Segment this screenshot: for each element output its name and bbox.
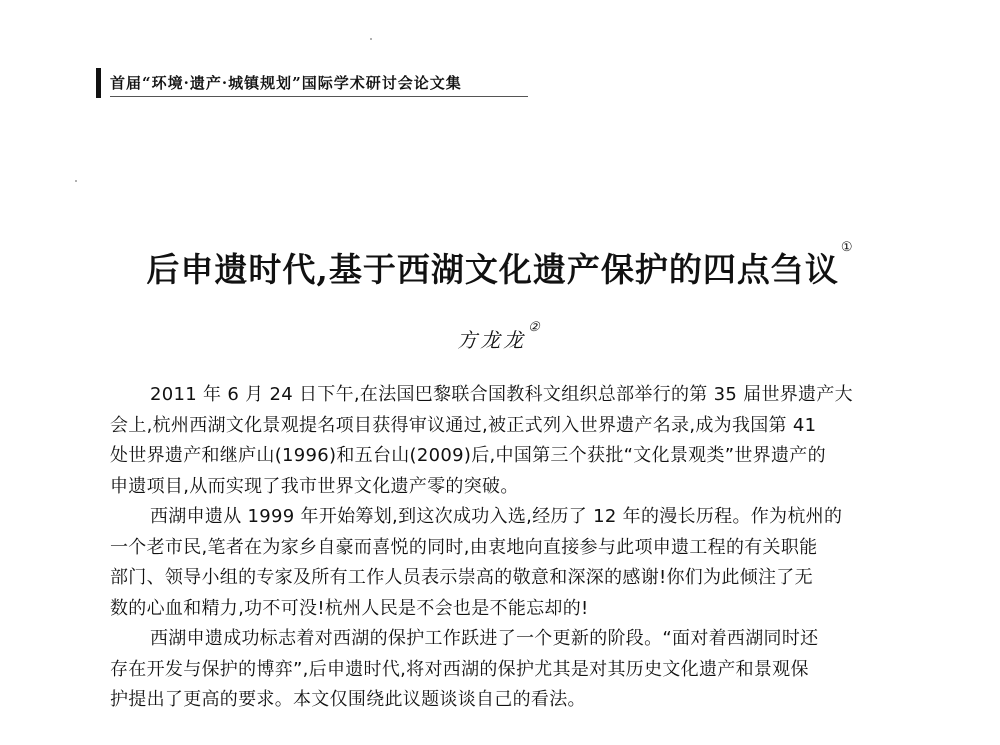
series-title: 首届“环境·遗产·城镇规划”国际学术研讨会论文集	[110, 74, 462, 92]
article-title-text: 后申遗时代,基于西湖文化遗产保护的四点刍议	[146, 250, 839, 289]
article-title	[0, 240, 1000, 291]
paragraph-2	[110, 502, 910, 624]
paragraph-line: 西湖申遗从 1999 年开始筹划,到这次成功入选,经历了 12 年的漫长历程。作为杭州的	[150, 506, 843, 527]
scan-speck	[370, 38, 372, 40]
paragraph-line: 申遗项目,从而实现了我市世界文化遗产零的突破。	[110, 475, 519, 497]
paragraph-line: 会上,杭州西湖文化景观提名项目获得审议通过,被正式列入世界遗产名录,成为我国第 41	[110, 414, 817, 436]
paragraph-line: 处世界遗产和继庐山(1996)和五台山(2009)后,中国第三个获批“文化景观类”世界遗产的	[110, 445, 826, 466]
paragraph-line: 部门、领导小组的专家及所有工作人员表示崇高的敬意和深深的感谢!你们为此倾注了无	[110, 567, 813, 588]
paragraph-line: 2011 年 6 月 24 日下午,在法国巴黎联合国教科文组织总部举行的第 35 届世界遗产大	[150, 384, 853, 405]
paragraph-line: 西湖申遗成功标志着对西湖的保护工作跃进了一个更新的阶段。“面对着西湖同时还	[150, 628, 819, 649]
paragraph-line: 护提出了更高的要求。本文仅围绕此议题谈谈自己的看法。	[110, 689, 586, 710]
paragraph-line: 存在开发与保护的博弈”,后申遗时代,将对西湖的保护尤其是对其历史文化遗产和景观保	[110, 658, 809, 680]
author-name: 方龙龙	[457, 328, 527, 352]
article-author	[0, 320, 1000, 353]
header-rule	[110, 96, 528, 97]
article-body	[110, 380, 910, 716]
scan-speck	[75, 180, 77, 182]
paragraph-1	[110, 380, 910, 502]
title-footnote-mark: ①	[840, 240, 854, 255]
author-footnote-mark: ②	[528, 320, 543, 335]
paragraph-line: 数的心血和精力,功不可没!杭州人民是不会也是不能忘却的!	[110, 597, 589, 619]
paragraph-3	[110, 624, 910, 716]
paragraph-line: 一个老市民,笔者在为家乡自豪而喜悦的同时,由衷地向直接参与此项申遗工程的有关职能	[110, 536, 818, 558]
header-bar	[96, 68, 101, 98]
